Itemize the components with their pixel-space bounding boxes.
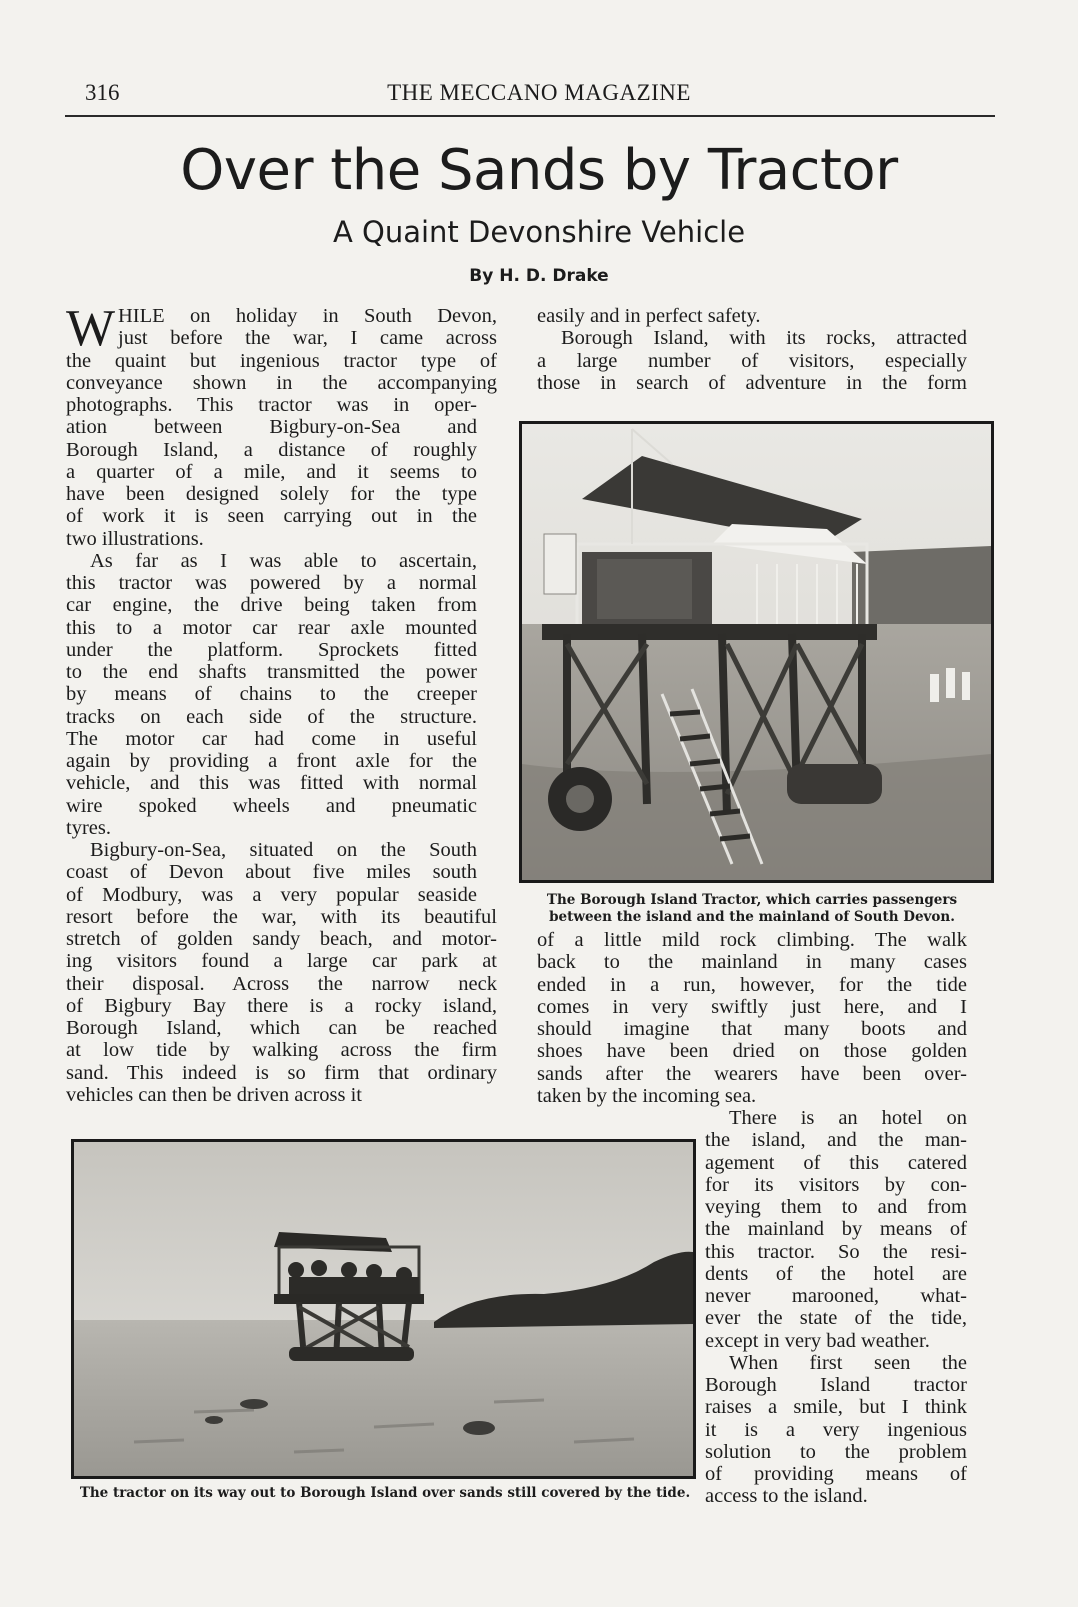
tractor-in-water-illustration <box>74 1142 693 1476</box>
text-line: this tractor. So the resi- <box>705 1240 967 1263</box>
text-line: their disposal. Across the narrow neck <box>66 972 497 995</box>
tractor-photo <box>519 421 994 883</box>
text-line: the island, and the man- <box>705 1129 967 1152</box>
text-line: veying them to and from <box>705 1196 967 1218</box>
text-line: of providing means of <box>705 1463 967 1485</box>
running-title: THE MECCANO MAGAZINE <box>387 80 691 105</box>
text-line: this tractor was powered by a normal <box>66 572 477 594</box>
text-line: solution to the problem <box>705 1440 967 1463</box>
text-line: resort before the war, with its beautiful <box>66 905 497 928</box>
text-line: should imagine that many boots and <box>537 1018 967 1040</box>
text-line: for its visitors by con- <box>705 1173 967 1196</box>
tractor-in-water-caption: The tractor on its way out to Borough Island over sands still covered by the tide. <box>79 1485 691 1501</box>
text-line: wire spoked wheels and pneumatic <box>66 794 477 817</box>
text-line: this to a motor car rear axle mounted <box>66 616 477 639</box>
text-line: of a little mild rock climbing. The walk <box>537 929 967 951</box>
text-line: stretch of golden sandy beach, and motor- <box>66 928 497 950</box>
tractor-in-water-photo <box>71 1139 696 1479</box>
text-line: to the end shafts transmitted the power <box>66 661 477 683</box>
text-line: agement of this catered <box>705 1151 967 1174</box>
text-line: coast of Devon about five miles south <box>66 861 477 884</box>
text-line: Borough Island, a distance of roughly <box>66 438 477 461</box>
drop-cap: W <box>66 300 116 357</box>
text-line: access to the island. <box>705 1485 868 1508</box>
text-line: never marooned, what- <box>705 1285 967 1307</box>
text-line: it is a very ingenious <box>705 1418 967 1441</box>
text-line: vehicles can then be driven across it <box>66 1083 362 1106</box>
text-line: just before the war, I came across <box>118 327 497 350</box>
text-line: The motor car had come in useful <box>66 727 477 750</box>
text-line: Borough Island, with its rocks, attracted <box>561 327 967 350</box>
text-line: the quaint but ingenious tractor type of <box>66 349 497 372</box>
text-line: ever the state of the tide, <box>705 1307 967 1330</box>
text-line: photographs. This tractor was in oper- <box>66 394 477 416</box>
text-line: two illustrations. <box>66 527 204 550</box>
tractor-photo-caption-line-2: between the island and the mainland of South Devon. <box>549 909 955 925</box>
text-line: back to the mainland in many cases <box>537 951 967 974</box>
text-line: ation between Bigbury-on-Sea and <box>66 416 477 439</box>
text-line: vehicle, and this was fitted with normal <box>66 772 477 795</box>
text-line: the mainland by means of <box>705 1218 967 1241</box>
text-line: of Modbury, was a very popular seaside <box>66 883 477 906</box>
text-line: comes in very swiftly just here, and I <box>537 995 967 1018</box>
text-line: Bigbury-on-Sea, situated on the South <box>90 839 477 861</box>
text-line: sand. This indeed is so firm that ordinary <box>66 1061 497 1084</box>
text-line: those in search of adventure in the form <box>537 371 967 394</box>
text-line: Borough Island, which can be reached <box>66 1017 497 1039</box>
text-line: ing visitors found a large car park at <box>66 950 497 973</box>
text-line: a quarter of a mile, and it seems to <box>66 460 477 483</box>
text-line: at low tide by walking across the firm <box>66 1039 497 1062</box>
text-line: except in very bad weather. <box>705 1329 930 1352</box>
text-line: car engine, the drive being taken from <box>66 594 477 617</box>
text-line: tracks on each side of the structure. <box>66 705 477 728</box>
tractor-photo-caption-line-1: The Borough Island Tractor, which carries passengers <box>546 892 958 908</box>
text-line: by means of chains to the creeper <box>66 683 477 706</box>
text-line: ended in a run, however, for the tide <box>537 973 967 996</box>
text-line: conveyance shown in the accompanying <box>66 371 497 394</box>
article-subtitle: A Quaint Devonshire Vehicle <box>332 215 746 249</box>
header-rule <box>65 115 995 117</box>
text-line: shoes have been dried on those golden <box>537 1040 967 1063</box>
text-line: raises a smile, but I think <box>705 1396 967 1419</box>
text-line: HILE on holiday in South Devon, <box>118 305 497 327</box>
text-line: a large number of visitors, especially <box>537 349 967 372</box>
text-line: When first seen the <box>729 1351 967 1374</box>
article-title: Over the Sands by Tractor <box>180 138 898 203</box>
text-line: under the platform. Sprockets fitted <box>66 638 477 661</box>
text-line: sands after the wearers have been over- <box>537 1062 967 1085</box>
text-line: dents of the hotel are <box>705 1262 967 1285</box>
text-line: As far as I was able to ascertain, <box>90 549 477 572</box>
text-line: easily and in perfect safety. <box>537 305 761 327</box>
text-line: of work it is seen carrying out in the <box>66 505 477 528</box>
page-number: 316 <box>85 80 120 105</box>
article-byline: By H. D. Drake <box>469 266 609 286</box>
text-line: There is an hotel on <box>729 1107 967 1129</box>
tractor-photo-illustration <box>522 424 991 880</box>
text-line: taken by the incoming sea. <box>537 1084 757 1107</box>
text-line: Borough Island tractor <box>705 1374 967 1396</box>
text-line: tyres. <box>66 816 111 839</box>
text-line: of Bigbury Bay there is a rocky island, <box>66 994 497 1017</box>
text-line: have been designed solely for the type <box>66 483 477 505</box>
text-line: again by providing a front axle for the <box>66 750 477 772</box>
